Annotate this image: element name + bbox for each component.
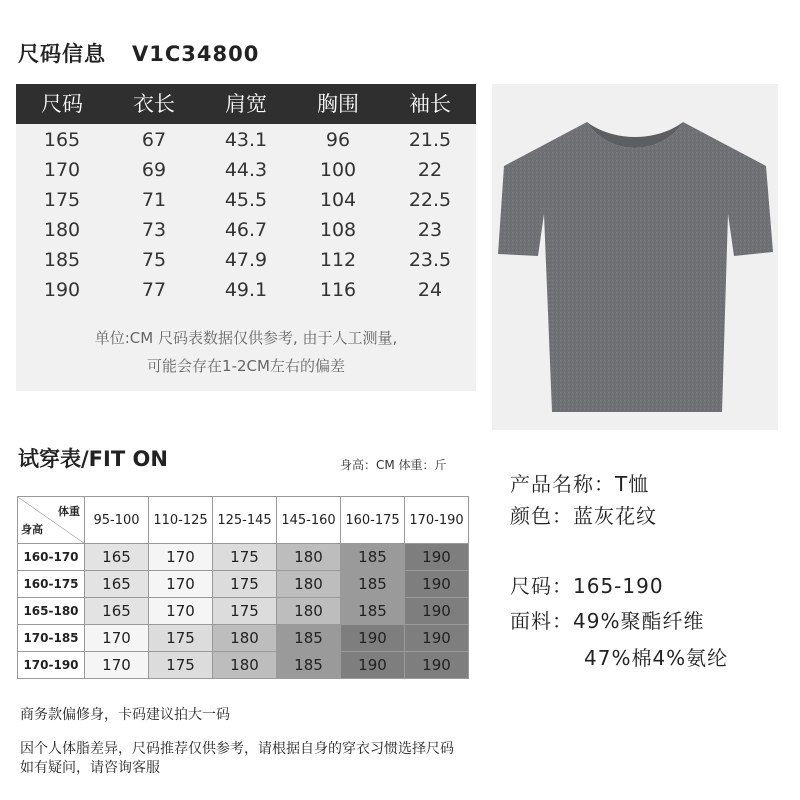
- size-note-line2: 可能会存在1-2CM左右的偏差: [147, 357, 345, 375]
- size-cell: 77: [141, 279, 167, 301]
- size-chart-header: [16, 84, 476, 124]
- size-cell: 73: [141, 219, 167, 241]
- size-col-header: 袖长: [409, 92, 451, 116]
- recommended-size-cell: 180: [213, 625, 277, 652]
- fit-advice-note: 商务款偏修身，卡码建议拍大一码: [20, 707, 230, 723]
- size-cell: 22.5: [408, 189, 452, 211]
- size-cell: 108: [319, 219, 357, 241]
- size-cell: 67: [141, 129, 167, 151]
- size-row: [16, 125, 476, 155]
- recommended-size-cell: 190: [405, 544, 469, 571]
- recommended-size-cell: 170: [149, 544, 213, 571]
- recommended-size-cell: 190: [405, 571, 469, 598]
- height-range-header: 160-170: [18, 544, 85, 571]
- recommended-size-cell: 190: [341, 652, 405, 679]
- recommended-size-cell: 190: [341, 625, 405, 652]
- fit-corner-cell: [18, 497, 85, 544]
- product-fabric-continued: 47%棉4%氨纶: [584, 646, 729, 670]
- model-number: V1C34800: [132, 42, 260, 66]
- contact-support-note: 如有疑问，请咨询客服: [20, 760, 160, 776]
- size-cell: 104: [319, 189, 357, 211]
- weight-range-header: 145-160: [277, 497, 341, 544]
- product-fabric: 面料：49%聚酯纤维: [510, 609, 705, 633]
- recommended-size-cell: 190: [405, 598, 469, 625]
- size-cell: 46.7: [224, 219, 268, 241]
- size-cell: 180: [43, 219, 81, 241]
- height-range-header: 160-175: [18, 571, 85, 598]
- size-note-line1: 单位:CM 尺码表数据仅供参考, 由于人工测量,: [94, 329, 398, 347]
- recommended-size-cell: 175: [149, 625, 213, 652]
- recommended-size-cell: 185: [277, 625, 341, 652]
- size-row: [16, 245, 476, 275]
- fit-on-table: [17, 496, 469, 679]
- size-cell: 96: [325, 129, 351, 151]
- fit-row: [18, 598, 469, 625]
- size-cell: 23: [417, 219, 443, 241]
- recommended-size-cell: 175: [213, 571, 277, 598]
- fit-row: [18, 652, 469, 679]
- size-row: [16, 185, 476, 215]
- size-col-header: 衣长: [133, 92, 175, 116]
- size-cell: 44.3: [224, 159, 268, 181]
- size-col-header: 肩宽: [225, 92, 267, 116]
- tshirt-image: [492, 84, 778, 430]
- size-row: [16, 155, 476, 185]
- size-cell: 23.5: [408, 249, 452, 271]
- recommended-size-cell: 175: [213, 598, 277, 625]
- size-row: [16, 275, 476, 305]
- weight-range-header: 160-175: [341, 497, 405, 544]
- size-cell: 21.5: [408, 129, 452, 151]
- height-range-header: 170-190: [18, 652, 85, 679]
- page-title: [18, 38, 259, 68]
- recommended-size-cell: 165: [85, 598, 149, 625]
- size-cell: 69: [141, 159, 167, 181]
- recommended-size-cell: 180: [277, 598, 341, 625]
- recommended-size-cell: 170: [149, 598, 213, 625]
- recommended-size-cell: 190: [405, 625, 469, 652]
- weight-range-header: 170-190: [405, 497, 469, 544]
- recommended-size-cell: 180: [277, 571, 341, 598]
- fit-on-title: 试穿表/FIT ON: [18, 447, 168, 471]
- size-cell: 185: [43, 249, 81, 271]
- size-chart-body: [16, 124, 476, 305]
- size-cell: 22: [417, 159, 443, 181]
- recommended-size-cell: 185: [277, 652, 341, 679]
- fit-row: [18, 544, 469, 571]
- size-cell: 100: [319, 159, 357, 181]
- size-cell: 49.1: [224, 279, 268, 301]
- size-cell: 75: [141, 249, 167, 271]
- recommended-size-cell: 190: [405, 652, 469, 679]
- fit-row: [18, 571, 469, 598]
- size-disclaimer-note: 因个人体脂差异，尺码推荐仅供参考，请根据自身的穿衣习惯选择尺码: [20, 741, 454, 757]
- size-cell: 24: [417, 279, 443, 301]
- recommended-size-cell: 170: [85, 652, 149, 679]
- recommended-size-cell: 165: [85, 571, 149, 598]
- size-chart: [16, 84, 476, 391]
- size-cell: 112: [319, 249, 357, 271]
- fit-row: [18, 625, 469, 652]
- weight-range-header: 125-145: [213, 497, 277, 544]
- height-range-header: 165-180: [18, 598, 85, 625]
- height-axis-label: 身高: [21, 523, 43, 536]
- product-color: 颜色：蓝灰花纹: [510, 504, 657, 528]
- size-cell: 165: [43, 129, 81, 151]
- title-label: 尺码信息: [18, 42, 106, 66]
- recommended-size-cell: 185: [341, 598, 405, 625]
- recommended-size-cell: 185: [341, 571, 405, 598]
- height-range-header: 170-185: [18, 625, 85, 652]
- product-name: 产品名称：T恤: [510, 472, 650, 496]
- size-col-header: 胸围: [317, 92, 359, 116]
- recommended-size-cell: 180: [213, 652, 277, 679]
- size-chart-note: [16, 324, 476, 380]
- size-cell: 116: [319, 279, 357, 301]
- size-row: [16, 215, 476, 245]
- weight-range-header: 95-100: [85, 497, 149, 544]
- recommended-size-cell: 165: [85, 544, 149, 571]
- size-cell: 47.9: [224, 249, 268, 271]
- product-size-range: 尺码：165-190: [510, 574, 664, 598]
- fit-on-units: 身高：CM 体重：斤: [340, 458, 447, 472]
- size-cell: 175: [43, 189, 81, 211]
- size-cell: 71: [141, 189, 167, 211]
- recommended-size-cell: 180: [277, 544, 341, 571]
- weight-range-header: 110-125: [149, 497, 213, 544]
- size-cell: 43.1: [224, 129, 268, 151]
- fit-header-row: [18, 497, 469, 544]
- recommended-size-cell: 170: [85, 625, 149, 652]
- recommended-size-cell: 170: [149, 571, 213, 598]
- recommended-size-cell: 175: [213, 544, 277, 571]
- product-photo: [492, 84, 778, 430]
- weight-axis-label: 体重: [58, 505, 80, 518]
- size-col-header: 尺码: [41, 92, 83, 116]
- size-cell: 190: [43, 279, 81, 301]
- recommended-size-cell: 185: [341, 544, 405, 571]
- size-cell: 45.5: [224, 189, 268, 211]
- recommended-size-cell: 175: [149, 652, 213, 679]
- size-cell: 170: [43, 159, 81, 181]
